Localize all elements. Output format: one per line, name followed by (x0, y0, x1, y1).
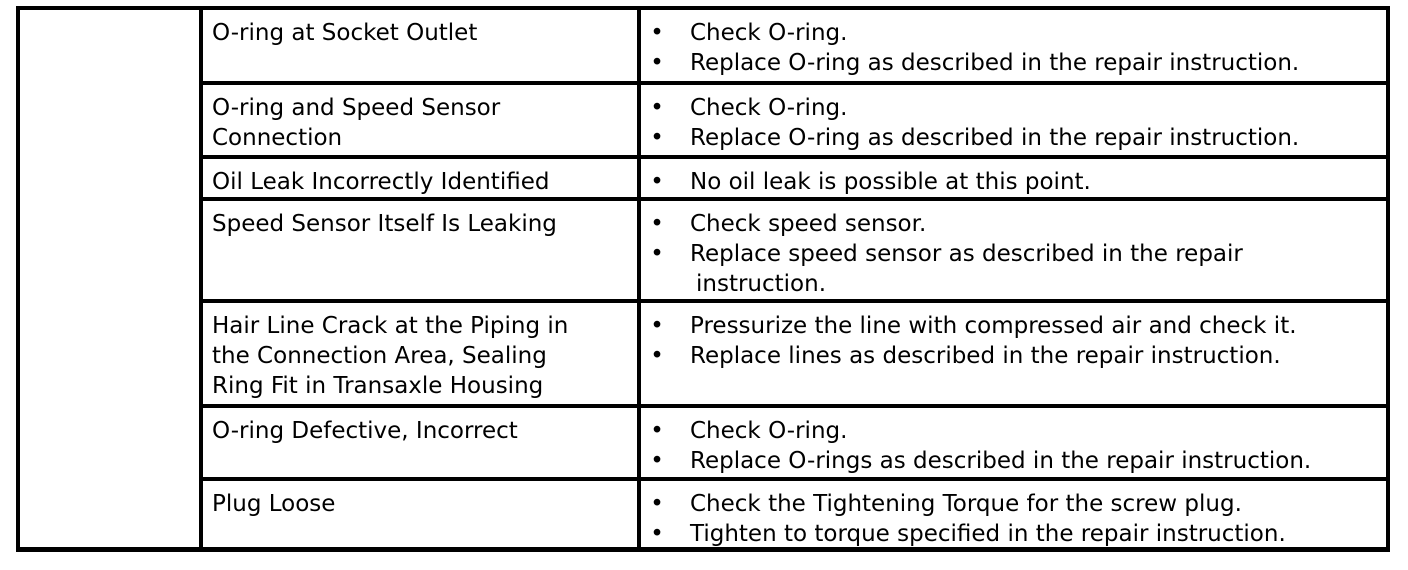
remedy-text-line: Check O-ring. (690, 95, 848, 121)
remedy-cell (641, 201, 1386, 307)
cause-text-line: O-ring and Speed Sensor (212, 95, 501, 121)
remedy-text-line: instruction. (696, 271, 827, 297)
remedy-list-item (641, 123, 1386, 153)
bullet-icon: • (650, 169, 664, 195)
remedy-text (690, 50, 1299, 76)
cause-text-line: O-ring Defective, Incorrect (212, 418, 518, 444)
remedy-list-item (641, 311, 1386, 341)
remedy-text (690, 448, 1311, 474)
cause-cell (203, 408, 641, 477)
table-row (203, 155, 1386, 197)
bullet-icon: • (650, 313, 664, 339)
remedy-list-item (641, 446, 1386, 476)
remedy-list-item (641, 209, 1386, 239)
table-row (203, 299, 1386, 404)
remedy-text-line: Tighten to torque specified in the repair instruction. (690, 521, 1286, 547)
remedy-text (690, 211, 926, 237)
remedy-list-item (641, 239, 1386, 299)
cause-text-line: Ring Fit in Transaxle Housing (212, 373, 544, 399)
table-row (203, 10, 1386, 81)
remedy-cell (641, 481, 1386, 555)
cause-text-line: Speed Sensor Itself Is Leaking (212, 211, 557, 237)
remedy-text (690, 95, 847, 121)
bullet-icon: • (650, 20, 664, 46)
bullet-icon: • (650, 125, 664, 151)
troubleshooting-table (16, 6, 1390, 552)
remedy-text-line: Pressurize the line with compressed air and check it. (690, 313, 1297, 339)
cause-cell (203, 481, 641, 547)
bullet-icon: • (650, 211, 664, 237)
bullet-icon: • (650, 521, 664, 547)
cause-cell (203, 10, 641, 81)
remedy-text (690, 521, 1286, 547)
remedy-text (690, 418, 847, 444)
remedy-text (690, 241, 1386, 299)
remedy-text (690, 491, 1242, 517)
remedy-text-line: No oil leak is possible at this point. (690, 169, 1091, 195)
table-row (203, 197, 1386, 299)
table-row (203, 404, 1386, 477)
remedy-text (690, 20, 847, 46)
remedy-list-item (641, 48, 1386, 78)
table-row (203, 477, 1386, 547)
bullet-icon: • (650, 418, 664, 444)
remedy-text (690, 343, 1281, 369)
cause-text-line: Hair Line Crack at the Piping in (212, 313, 569, 339)
remedy-list-item (641, 341, 1386, 371)
remedy-text-line: Replace lines as described in the repair instruction. (690, 343, 1281, 369)
component-column-cell (20, 10, 203, 547)
remedy-cell (641, 408, 1386, 485)
cause-cell (203, 85, 641, 155)
remedy-text (690, 169, 1091, 195)
cause-text-line: the Connection Area, Sealing (212, 343, 547, 369)
remedy-cell (641, 303, 1386, 412)
table-row (203, 81, 1386, 155)
remedy-cell (641, 85, 1386, 163)
remedy-text-line: Check speed sensor. (690, 211, 927, 237)
remedy-list-item (641, 489, 1386, 519)
remedy-text (690, 125, 1299, 151)
remedy-list-item (641, 416, 1386, 446)
bullet-icon: • (650, 448, 664, 474)
remedy-text-line: Check O-ring. (690, 418, 848, 444)
bullet-icon: • (650, 241, 664, 267)
remedy-list-item (641, 93, 1386, 123)
cause-cell (203, 303, 641, 404)
cause-text-line: Plug Loose (212, 491, 336, 517)
remedy-list-item (641, 18, 1386, 48)
bullet-icon: • (650, 50, 664, 76)
remedy-list-item (641, 519, 1386, 549)
cause-cell (203, 159, 641, 197)
remedy-cell (641, 10, 1386, 89)
cause-text-line: O-ring at Socket Outlet (212, 20, 478, 46)
remedy-text-line: Replace O-rings as described in the repair instruction. (690, 448, 1312, 474)
cause-cell (203, 201, 641, 299)
bullet-icon: • (650, 491, 664, 517)
remedy-text (690, 313, 1297, 339)
remedy-text-line: Replace speed sensor as described in the repair (690, 241, 1243, 267)
bullet-icon: • (650, 343, 664, 369)
remedy-text-line: Check the Tightening Torque for the screw plug. (690, 491, 1242, 517)
remedy-text-line: Replace O-ring as described in the repair instruction. (690, 125, 1300, 151)
remedy-text-line: Replace O-ring as described in the repair instruction. (690, 50, 1300, 76)
cause-text-line: Connection (212, 125, 343, 151)
cause-text-line: Oil Leak Incorrectly Identified (212, 169, 550, 195)
remedy-list-item (641, 167, 1386, 197)
remedy-text-line: Check O-ring. (690, 20, 848, 46)
bullet-icon: • (650, 95, 664, 121)
